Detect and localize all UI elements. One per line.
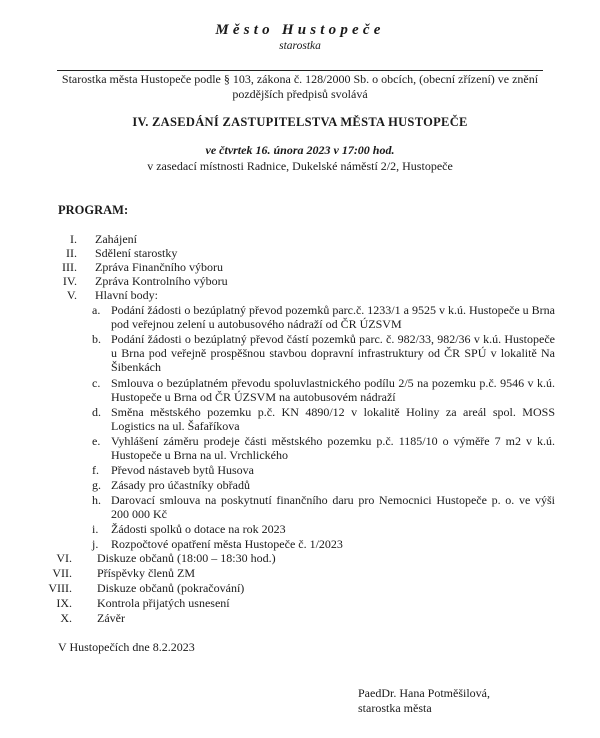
item-text: Sdělení starostky <box>95 246 178 260</box>
subitem-letter: d. <box>92 405 101 419</box>
item-text: Závěr <box>97 611 125 625</box>
item-text: Diskuze občanů (pokračování) <box>97 581 245 595</box>
subitem-text: Rozpočtové opatření města Hustopeče č. 1/2023 <box>111 537 343 551</box>
item-number: II. <box>66 246 77 260</box>
subitem-letter: f. <box>92 463 99 477</box>
subitem-text: Darovací smlouva na poskytnutí finančního daru pro Nemocnici Hustopeče p. o. ve výši 200 000 Kč <box>111 493 555 521</box>
header-divider <box>57 70 543 71</box>
signature-block <box>358 686 490 716</box>
item-text: Kontrola přijatých usnesení <box>97 596 230 610</box>
place-and-date: V Hustopečích dne 8.2.2023 <box>58 640 195 654</box>
subitem-text: Zásady pro účastníky obřadů <box>111 478 250 492</box>
subitem-letter: i. <box>92 522 99 536</box>
item-text: Zpráva Finančního výboru <box>95 260 223 274</box>
subitem-text: Vyhlášení záměru prodeje části městského pozemku p.č. 1185/10 o výměře 7 m2 v k.ú. Hustopeče u Brna na ul. Vrchlického <box>111 434 555 462</box>
intro-text: Starostka města Hustopeče podle § 103, zákona č. 128/2000 Sb. o obcích, (obecní zřízení) ve znění pozdějších předpisů svolává <box>61 72 539 101</box>
item-number: IX. <box>56 596 72 610</box>
meeting-place: v zasedací místnosti Radnice, Dukelské náměstí 2/2, Hustopeče <box>147 159 453 173</box>
item-number: III. <box>62 260 77 274</box>
subitem-letter: c. <box>92 376 101 390</box>
subitem-text: Podání žádosti o bezúplatný převod částí pozemků parc. č. 982/33, 982/36 v k.ú. Hustopeče u Brna pod veřejně prospěšnou stavbou dopravní infrastruktury od ČR SPÚ v lokalitě Na Šibenkách <box>111 332 555 374</box>
meeting-datetime: ve čtvrtek 16. února 2023 v 17:00 hod. <box>205 143 395 157</box>
subitem-text: Smlouva o bezúplatném převodu spoluvlastnického podílu 2/5 na pozemku p.č. 9546 v k.ú. Hustopeče u Brna od ČR ÚZSVM na autobusovém nádraží <box>111 376 555 404</box>
document-subtitle: starostka <box>279 40 321 52</box>
subitem-text: Podání žádosti o bezúplatný převod pozemků parc.č. 1233/1 a 9525 v k.ú. Hustopeče u Brna pod veřejnou zelení u autobusového nádraží od ČR ÚZSVM <box>111 303 555 331</box>
item-text: Diskuze občanů (18:00 – 18:30 hod.) <box>97 551 276 565</box>
subitem-text: Žádosti spolků o dotace na rok 2023 <box>111 522 286 536</box>
item-text: Zahájení <box>95 232 137 246</box>
subitem-text: Směna městského pozemku p.č. KN 4890/12 v lokalitě Holiny za areál spol. MOSS Logistics na ul. Šafaříkova <box>111 405 555 433</box>
item-text: Příspěvky členů ZM <box>97 566 195 580</box>
document-title: Město Hustopeče <box>215 22 385 38</box>
subitem-letter: b. <box>92 332 101 346</box>
item-number: VI. <box>56 551 72 565</box>
subitem-letter: g. <box>92 478 101 492</box>
item-text: Hlavní body: <box>95 288 158 302</box>
signer-name: PaedDr. Hana Potměšilová, <box>358 686 490 700</box>
item-number: I. <box>70 232 77 246</box>
subitem-letter: j. <box>92 537 99 551</box>
subitem-letter: e. <box>92 434 101 448</box>
subitem-text: Převod nástaveb bytů Husova <box>111 463 254 477</box>
subitem-letter: a. <box>92 303 101 317</box>
signer-role: starostka města <box>358 701 432 715</box>
subitem-letter: h. <box>92 493 101 507</box>
item-number: VIII. <box>48 581 72 595</box>
item-number: V. <box>66 288 77 302</box>
item-number: VII. <box>52 566 72 580</box>
program-label: PROGRAM: <box>58 203 129 217</box>
item-text: Zpráva Kontrolního výboru <box>95 274 228 288</box>
item-number: IV. <box>62 274 77 288</box>
item-number: X. <box>60 611 72 625</box>
meeting-heading: IV. ZASEDÁNÍ ZASTUPITELSTVA MĚSTA HUSTOPEČE <box>132 115 468 129</box>
